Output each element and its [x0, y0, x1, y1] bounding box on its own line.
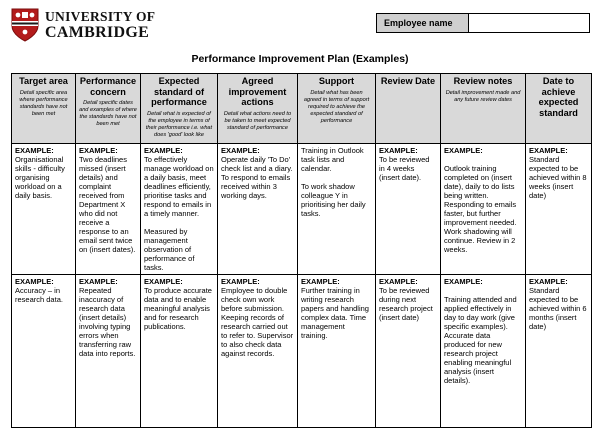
table-row [12, 275, 592, 428]
col-performance-concern: Performance concern Detail specific dates and examples of where the standards have not been met [76, 74, 141, 144]
table-cell[interactable]: EXAMPLE: Standard expected to be achieved within 6 months (insert date) [526, 275, 592, 428]
table-cell[interactable]: EXAMPLE: Outlook training completed on (insert date), daily to do lists being written. Responding to emails faster, but further improvement needed. Work shadowing will continue. Review in 2 weeks. [441, 144, 526, 275]
col-review-notes: Review notes Detail improvement made and any future review dates [441, 74, 526, 144]
col-expected-standard: Expected standard of performance Detail what is expected of the employee in terms of their performance i.e. what does 'good' look like [141, 74, 218, 144]
table-cell[interactable]: EXAMPLE: To effectively manage workload on a daily basis, meet deadlines efficiently, prioritise tasks and respond to emails in a timely manner. Measured by management observation of performance of tasks. [141, 144, 218, 275]
employee-name-label: Employee name [377, 14, 469, 32]
col-support: Support Detail what has been agreed in terms of support required to achieve the expected standard of performance [298, 74, 376, 144]
employee-name-field [376, 13, 590, 33]
table-cell[interactable]: EXAMPLE: Training attended and applied effectively in day to day work (give specific examples). Accurate data produced for new research project enabling meaningful analysis (insert details). [441, 275, 526, 428]
table-cell[interactable]: EXAMPLE: To be reviewed during next research project (insert date) [376, 275, 441, 428]
table-cell[interactable]: Training in Outlook task lists and calendar. To work shadow colleague Y in prioritising her daily tasks. [298, 144, 376, 275]
table-cell[interactable]: EXAMPLE: To be reviewed in 4 weeks (insert date). [376, 144, 441, 275]
improvement-plan-table [11, 73, 592, 428]
logo-line1: UNIVERSITY OF [45, 9, 156, 24]
table-cell[interactable]: EXAMPLE: Standard expected to be achieved within 8 weeks (insert date) [526, 144, 592, 275]
crest-icon [11, 8, 39, 42]
university-logo [11, 8, 161, 44]
col-review-date: Review Date [376, 74, 441, 144]
table-row [12, 144, 592, 275]
table-cell[interactable]: EXAMPLE: To produce accurate data and to enable meaningful analysis and for research publications. [141, 275, 218, 428]
col-target-area: Target area Detail specific area where performance standards have not been met [12, 74, 76, 144]
table-cell[interactable]: EXAMPLE: Further training in writing research papers and handling complex data. Time management training. [298, 275, 376, 428]
table-cell[interactable]: EXAMPLE: Organisational skills - difficulty organising workload on a daily basis. [12, 144, 76, 275]
logo-wordmark [45, 9, 155, 41]
logo-line2: CAMBRIDGE [45, 24, 150, 41]
employee-name-input[interactable] [469, 14, 589, 32]
table-cell[interactable]: EXAMPLE: Operate daily 'To Do' check list and a diary. To respond to emails received within 3 working days. [218, 144, 298, 275]
table-cell[interactable]: EXAMPLE: Accuracy – in research data. [12, 275, 76, 428]
table-cell[interactable]: EXAMPLE: Two deadlines missed (insert details) and complaint received from Department X who did not receive a response to an email sent twice on (insert dates). [76, 144, 141, 275]
col-date-to-achieve: Date to achieve expected standard [526, 74, 592, 144]
page-title: Performance Improvement Plan (Examples) [191, 53, 409, 65]
table-cell[interactable]: EXAMPLE: Repeated inaccuracy of research data (insert details) involving typing errors when transferring raw data into reports. [76, 275, 141, 428]
table-cell[interactable]: EXAMPLE: Employee to double check own work before submission. Keeping records of research carried out to refer to. Supervisor to also check data against records. [218, 275, 298, 428]
col-agreed-actions: Agreed improvement actions Detail what actions need to be taken to meet expected standard of performance [218, 74, 298, 144]
header-row [12, 74, 592, 144]
